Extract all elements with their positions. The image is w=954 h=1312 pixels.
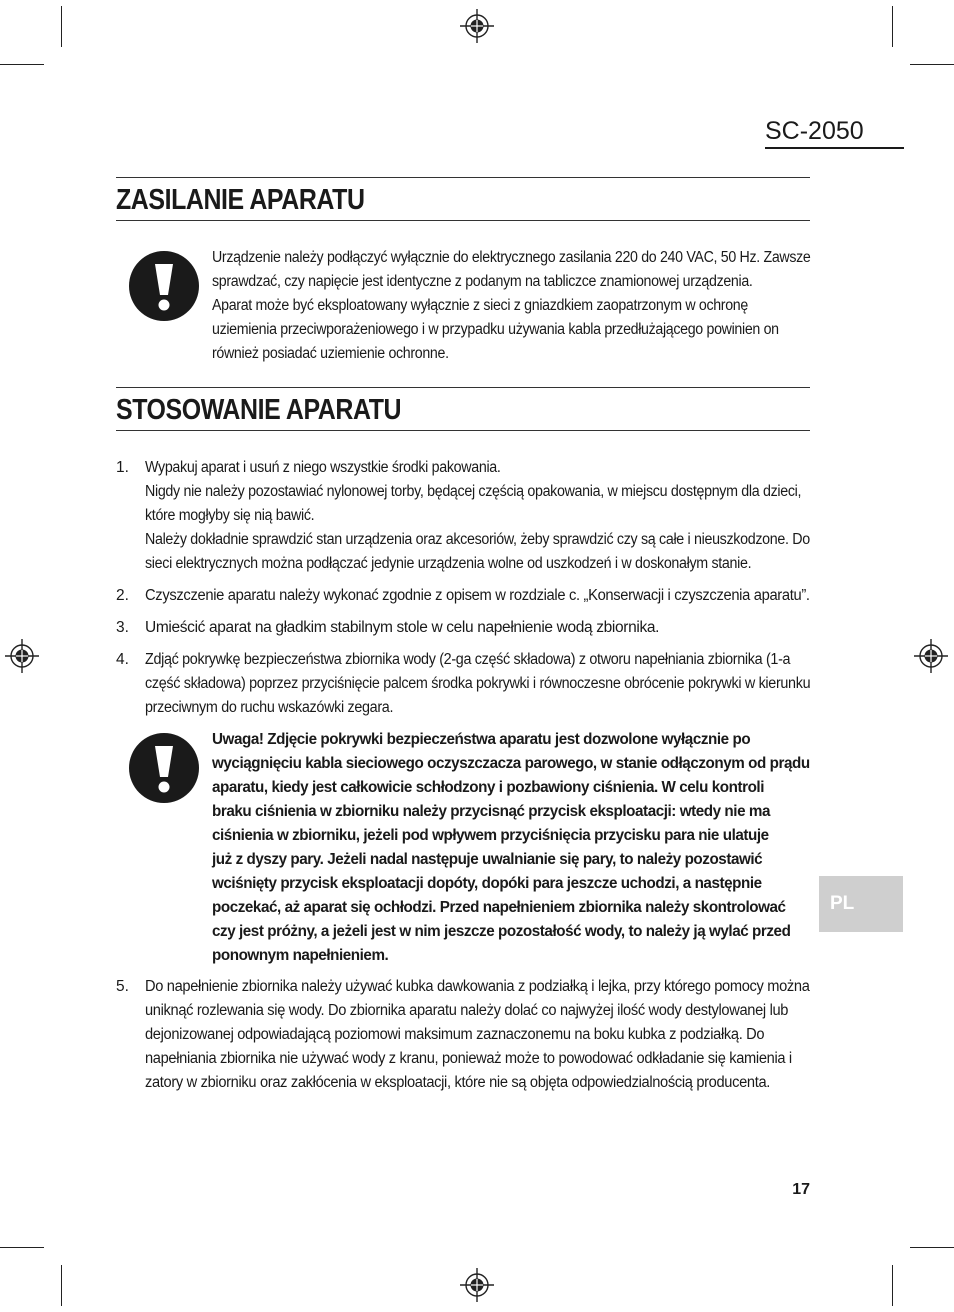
page-number: 17 [792, 1181, 810, 1198]
list-number: 4. [116, 651, 129, 668]
list-number: 5. [116, 978, 129, 995]
registration-mark-icon [460, 9, 494, 43]
text-line: które mogłyby się nią bawić. [145, 507, 315, 524]
text-line: uziemienia przeciwporażeniowego i w przypadku używania kabla przedłużającego powinien on [212, 321, 779, 338]
text-line: sieci elektrycznych można podłączać jedynie urządzenia wolne od uszkodzeń i w doskonałym stanie. [145, 555, 752, 572]
warning-exclamation-icon [128, 250, 200, 322]
text-line: Zdjąć pokrywkę bezpieczeństwa zbiornika wody (2-ga część składowa) z otworu napełniania zbiornika (1-a [145, 651, 791, 668]
crop-mark [61, 6, 62, 47]
crop-mark [0, 64, 44, 65]
text-line: Aparat może być eksploatowany wyłącznie z sieci z gniazdkiem zaopatrzonym w ochronę [212, 297, 748, 314]
text-line: część składowa) poprzez przyciśnięcie palcem środka pokrywki i równoczesne obrócenie pokrywki w kierunku [145, 675, 811, 692]
section-rule [116, 177, 810, 178]
crop-mark [910, 1247, 954, 1248]
section-rule [116, 387, 810, 388]
crop-mark [892, 6, 893, 47]
list-number: 1. [116, 459, 129, 476]
model-number: SC-2050 [765, 116, 904, 149]
text-line: wciśnięty przycisk eksploatacji dopóty, dopóki para jeszcze uchodzi, a następnie [212, 875, 762, 892]
text-line: również posiadać uziemienie ochronne. [212, 345, 449, 362]
list-number: 3. [116, 619, 129, 636]
text-line: Wypakuj aparat i usuń z niego wszystkie środki pakowania. [145, 459, 501, 476]
text-line: Czyszczenie aparatu należy wykonać zgodnie z opisem w rozdziale c. „Konserwacji i czyszczenia aparatu”. [145, 587, 810, 604]
section-rule [116, 430, 810, 431]
text-line: poczekać, aż aparat się ochłodzi. Przed napełnieniem zbiornika należy skontrolować [212, 899, 786, 916]
text-line: przeciwnym do ruchu wskazówki zegara. [145, 699, 394, 716]
text-line: Do napełnienie zbiornika należy używać kubka dawkowania z podziałką i lejka, przy którego pomocy można [145, 978, 810, 995]
crop-mark [910, 64, 954, 65]
text-line: aparatu, kiedy jest całkowicie schłodzony i pozbawiony ciśnienia. W celu kontroli [212, 779, 765, 796]
text-line: dejonizowanej odpowiadającą poziomowi maksimum zaznaczonemu na boku kubka z podziałką. Do [145, 1026, 765, 1043]
text-line: Nigdy nie należy pozostawiać nylonowej torby, będącej częścią opakowania, w miejscu dostępnym dla dzieci, [145, 483, 802, 500]
text-line: Uwaga! Zdjęcie pokrywki bezpieczeństwa aparatu jest dozwolone wyłącznie po [212, 731, 751, 748]
language-tab [819, 876, 903, 932]
power-warning-text [212, 246, 865, 366]
text-line: Umieścić aparat na gładkim stabilnym stole w celu napełnienie wodą zbiornika. [145, 619, 660, 636]
list-number: 2. [116, 587, 129, 604]
cap-removal-warning-text [212, 728, 821, 968]
text-line: braku ciśnienia w zbiorniku należy przycisnąć przycisk eksploatacji: wtedy nie ma [212, 803, 770, 820]
text-line: Urządzenie należy podłączyć wyłącznie do elektrycznego zasilania 220 do 240 VAC, 50 Hz. Zawsze [212, 249, 811, 266]
text-line: Należy dokładnie sprawdzić stan urządzenia oraz akcesoriów, żeby sprawdzić czy są całe i nieuszkodzone. Do [145, 531, 810, 548]
text-line: ciśnienia w zbiorniku, jeżeli pod wpływem przyciśnięcia przycisku para nie ulatuje [212, 827, 769, 844]
text-line: wyciągnięciu kabla sieciowego oczyszczacza parowego, w stanie odłączonym od prądu [212, 755, 810, 772]
list-item [145, 616, 659, 640]
text-line: czy jest próżny, a jeżeli jest w nim jeszcze pozostałość wody, to należy ją wylać przed [212, 923, 791, 940]
text-line: sprawdzać, czy napięcie jest identyczne z podanym na tabliczce znamionowej urządzenia. [212, 273, 753, 290]
text-line: zatory w zbiorniku oraz zakłócenia w eksploatacji, które nie są objęta odpowiedzialnością producenta. [145, 1074, 771, 1091]
text-line: ponownym napełnieniem. [212, 947, 389, 964]
registration-mark-icon [914, 639, 948, 673]
crop-mark [61, 1265, 62, 1306]
text-line: napełniania zbiornika nie używać wody z kranu, ponieważ może to powodować odkładanie się kamienia i [145, 1050, 792, 1067]
list-item [145, 456, 868, 576]
list-item [145, 584, 845, 608]
crop-mark [892, 1265, 893, 1306]
section-heading-usage: STOSOWANIE APARATU [116, 394, 402, 426]
text-line: już z dyszy pary. Jeżeli nadal następuje uwalnianie się pary, to należy pozostawić [212, 851, 763, 868]
section-rule [116, 220, 810, 221]
registration-mark-icon [460, 1268, 494, 1302]
section-heading-power: ZASILANIE APARATU [116, 184, 365, 216]
crop-mark [0, 1247, 44, 1248]
text-line: uniknąć rozlewania się wody. Do zbiornika aparatu należy dolać co najwyżej ilość wody destylowanej lub [145, 1002, 789, 1019]
list-item [145, 648, 863, 720]
language-tab-label: PL [830, 893, 855, 914]
warning-exclamation-icon [128, 732, 200, 804]
list-item [145, 975, 849, 1095]
registration-mark-icon [5, 639, 39, 673]
